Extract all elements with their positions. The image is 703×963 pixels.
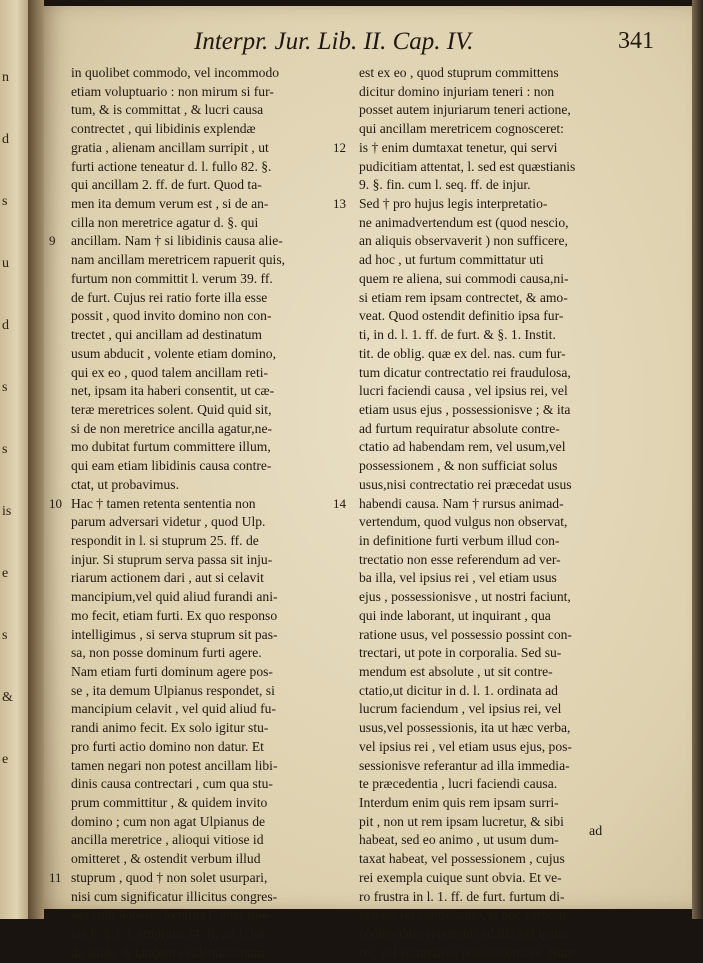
left-column-line: usum abducit , volente etiam domino, <box>71 345 277 361</box>
left-column-line: gratia , alienam ancillam surripit , ut <box>71 139 269 155</box>
left-column-line: randi animo fecit. Ex solo igitur stu- <box>71 720 269 736</box>
right-column-line: ad hoc , ut furtum committatur uti <box>359 252 544 268</box>
right-column-line: mendum est absolute , ut sit contre- <box>359 664 553 679</box>
left-column-line: ctat, ut probavimus. <box>71 476 179 492</box>
left-column-line: parum adversari videtur , quod Ulp. <box>71 514 266 530</box>
right-column-line: pit , non ut rem ipsam lucretur, & sibi <box>359 813 564 829</box>
left-column-line: injur. Si stuprum serva passa sit inju- <box>71 551 273 567</box>
left-column-line: Hac † tamen retenta sententia non <box>71 495 256 511</box>
left-column-line: ancilla meretrice , alioqui vitiose id <box>71 832 264 848</box>
right-column-line: ba illa, vel ipsius rei , vel etiam usus <box>359 570 557 586</box>
left-column-line: contrectet , qui libidinis explendæ <box>71 121 256 137</box>
left-column-line: trectet , qui ancillam ad destinatum <box>71 327 263 343</box>
left-column-line: tum, & is committat , & lucri causa <box>71 102 264 118</box>
right-column-line: ad furtum requiratur absolute contre- <box>359 420 560 436</box>
left-column-line: men ita demum verum est , si de an- <box>71 196 269 212</box>
left-column-line: furtum non committit l. verum 39. ff. <box>71 270 273 286</box>
left-column-line: mo fecit, etiam furti. Ex quo responso <box>71 607 278 623</box>
right-column-line: taxat habeat, vel possessionem , cujus <box>359 851 565 867</box>
left-column-line: de furt. Cujus rei ratio forte illa esse <box>71 289 268 305</box>
right-column-line: ceretur rei contrectatio, si hoc verbum <box>359 907 566 923</box>
right-column-line: ro frustra in l. 1. ff. de furt. furtum di- <box>359 888 565 904</box>
left-column-line: si de non meretrice ancilla agatur,ne- <box>71 420 272 436</box>
right-column-line: est ex eo , quod stuprum committens <box>359 65 559 80</box>
facing-page-fragment: e <box>2 566 9 581</box>
right-column-line: habeat, sed eo animo , ut usum dum- <box>359 832 559 848</box>
left-column-line: qui ex eo , quod talem ancillam reti- <box>71 364 269 380</box>
section-number: 14 <box>333 495 346 511</box>
left-column-line: nam ancillam meretricem rapuerit quis, <box>71 252 286 268</box>
facing-page-fragment: s <box>2 442 8 457</box>
right-column-line: rei exempla cuique sunt obvia. Et ve- <box>359 869 562 885</box>
page-header <box>194 28 654 60</box>
left-column-line: tamen negari non potest ancillam libi- <box>71 757 278 773</box>
section-number: 12 <box>333 139 346 155</box>
book-gutter <box>28 0 44 919</box>
right-column-line: ejus , possessionisve , ut nostri faciunt, <box>359 589 571 605</box>
right-column-line: ti, in d. l. 1. ff. de furt. & §. 1. Instit. <box>359 327 556 343</box>
facing-page-fragment: d <box>2 318 9 333</box>
right-column-line: vel ipsius rei , vel etiam usus ejus, pos- <box>359 738 572 754</box>
right-column-line: sessionisve referantur ad illa immedia- <box>359 757 570 773</box>
left-column-line: cilla non meretrice agatur d. §. qui <box>71 214 259 230</box>
catchword: ad <box>589 824 603 839</box>
right-column-line: 9. §. fin. cum l. seq. ff. de injur. <box>359 177 531 193</box>
facing-page-fragment: s <box>2 380 8 395</box>
facing-page-fragment: u <box>2 256 9 271</box>
facing-page-fragment: d <box>2 132 9 147</box>
right-column-line: Sed † pro hujus legis interpretatio- <box>359 196 548 212</box>
right-column-line: ne animadvertendum est (quod nescio, <box>359 214 569 230</box>
right-column-line: tum dicatur contrectatio rei fraudulosa, <box>359 364 571 380</box>
right-column-line: vertendum, quod vulgus non observat, <box>359 514 568 530</box>
facing-page-fragment: s <box>2 194 8 209</box>
right-column-line: lucrum faciendum , vel ipsius rei, vel <box>359 701 562 717</box>
left-column-line: respondit in l. si stuprum 25. ff. de <box>71 532 259 548</box>
left-column-line: sus cum honesta fœmina l. inter libe- <box>71 907 273 923</box>
left-column-line: in quolibet commodo, vel incommodo <box>71 65 280 80</box>
facing-page-fragment: is <box>2 504 12 519</box>
left-column-line: se , ita demum Ulpianus respondet, si <box>71 682 275 698</box>
right-column-line: posset autem injuriarum teneri actione, <box>359 102 571 118</box>
right-column-line: ctatio,ut dicitur in d. l. 1. ordinata ad <box>359 682 558 698</box>
facing-page-edge <box>0 0 28 919</box>
right-column-line: usus,nisi contrectatio rei præcedat usus <box>359 476 572 492</box>
left-column-line: de adult. & tandem evidentissimum <box>71 944 265 960</box>
right-column-line: lucri faciendi causa , vel ipsius rei, vel <box>359 383 568 399</box>
left-column-line: ras 6. §.1. l. stuprum 34. ff. ad l. Jul. <box>71 926 269 942</box>
left-column-line: ancillam. Nam † si libidinis causa alie- <box>71 233 283 249</box>
facing-page-fragment: n <box>2 70 9 85</box>
facing-page-fragment: & <box>2 690 13 705</box>
left-column-line: qui ancillam 2. ff. de furt. Quod ta- <box>71 177 262 193</box>
left-column-line: furti actione teneatur d. l. fullo 82. §. <box>71 158 272 174</box>
right-column-line: te præcedentia , lucri faciendi causa. <box>359 776 558 792</box>
left-column-line: mancipium,vel quid aliud furandi ani- <box>71 589 278 605</box>
facing-page-fragment: e <box>2 752 9 767</box>
left-column-line: intelligimus , si serva stuprum sit pas- <box>71 626 278 642</box>
left-column-line: domino ; cum non agat Ulpianus de <box>71 813 266 829</box>
section-number: 13 <box>333 196 346 212</box>
book-page <box>44 6 692 960</box>
left-column-line: mancipium celavit , vel quid aliud fu- <box>71 701 276 717</box>
right-column-line: habendi causa. Nam † rursus animad- <box>359 495 564 511</box>
left-column-line: omitteret , & ostendit verbum illud <box>71 851 261 867</box>
right-column-line: an aliquis observaverit ) non sufficere, <box>359 233 568 249</box>
left-column-line: stuprum , quod † non solet usurpari, <box>71 869 268 885</box>
right-column-line: possessionem , & non sufficiat solus <box>359 458 558 474</box>
left-column-line: qui eam etiam libidinis causa contre- <box>71 458 272 474</box>
left-column-line: etiam voluptuario : non mirum si fur- <box>71 83 274 99</box>
right-column-line: contrectatio referretur ad illa,vel ipsius <box>359 926 570 942</box>
right-column-line: tit. de oblig. quæ ex del. nas. cum fur- <box>359 345 566 361</box>
right-column-line: quem re aliena, sui commodi causa,ni- <box>359 270 569 286</box>
right-column-line: rei, vel etiam usus possessionisve. Nam <box>359 944 575 960</box>
page-number: 341 <box>618 28 654 54</box>
right-column-line: qui inde laborant, ut inquirant , qua <box>359 607 551 623</box>
section-number: 9 <box>49 233 56 249</box>
left-column-line: nisi cum significatur illicitus congres- <box>71 888 278 904</box>
right-column-line: dicitur domino injuriam teneri : non <box>359 83 555 99</box>
left-column-line: dinis causa contrectari , cum qua stu- <box>71 776 273 792</box>
right-column-line: Interdum enim quis rem ipsam surri- <box>359 795 559 811</box>
right-column-line: in definitione furti verbum illud con- <box>359 532 560 548</box>
left-column-line: teræ meretrices solent. Quid quid sit, <box>71 401 272 417</box>
left-column-line: prum committitur , & quidem invito <box>71 795 268 811</box>
right-column-line: ratione usus, vel possessio possint con- <box>359 626 572 642</box>
right-text-column <box>333 64 689 963</box>
right-column-line: trectatio non esse referendum ad ver- <box>359 551 561 567</box>
right-column-line: si etiam rem ipsam contrectet, & amo- <box>359 289 568 305</box>
facing-page-fragment: s <box>2 628 8 643</box>
page-edge-shadow <box>692 0 703 919</box>
right-column-line: trectari, ut pote in corporalia. Sed su- <box>359 645 562 661</box>
running-title: Interpr. Jur. Lib. II. Cap. IV. <box>194 28 474 55</box>
right-column-line: veat. Quod ostendit definitio ipsa fur- <box>359 308 564 324</box>
left-column-line: riarum actionem dari , aut si celavit <box>71 570 264 586</box>
right-column-line: etiam usus ejus , possessionisve ; & ita <box>359 401 571 417</box>
left-column-line: Nam etiam furti dominum agere pos- <box>71 664 273 679</box>
left-column-line: net, ipsam ita haberi consentit, ut cæ- <box>71 383 275 399</box>
right-column-line: ctatio ad habendam rem, vel usum,vel <box>359 439 566 455</box>
left-text-column <box>49 64 371 963</box>
right-column-line: qui ancillam meretricem cognosceret: <box>359 121 564 137</box>
section-number: 10 <box>49 495 62 511</box>
left-column-line: possit , quod invito domino non con- <box>71 308 272 324</box>
section-number: 11 <box>49 869 62 885</box>
left-column-line: pro furti actio domino non datur. Et <box>71 738 264 754</box>
right-column-line: pudicitiam attentat, l. sed est quæstianis <box>359 158 576 174</box>
left-column-line: mo dubitat furtum committere illum, <box>71 439 271 455</box>
left-column-line: sa, non posse dominum furti agere. <box>71 645 262 661</box>
right-column-line: usus,vel possessionis, ita ut hæc verba, <box>359 720 571 736</box>
right-column-line: is † enim dumtaxat tenetur, qui servi <box>359 139 558 155</box>
